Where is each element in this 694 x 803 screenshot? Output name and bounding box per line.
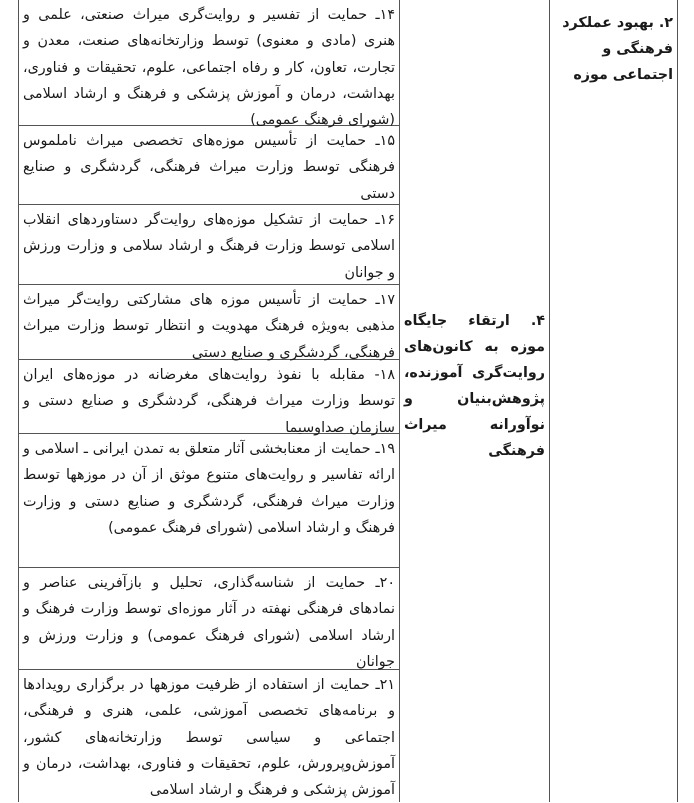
action-category-cell: ۴. ارتقاء جایگاه موزه به کانون‌های روایت‌گری آموزنده، پژوهش‌بنیان و نوآورانه میراث فرهنگی [404,313,545,459]
table-row [19,205,399,285]
table-column-divider [549,0,550,802]
table-row [19,360,399,434]
table-row [19,285,399,360]
row-text: ۱۶ـ حمایت از تشکیل موزه‌های روایت‌گر دستاوردهای انقلاب اسلامی توسط وزارت فرهنگ و ارشاد سلامی و وزارت ورزش و جوانان [23,212,395,281]
row-text: ۱۵ـ حمایت از تأسیس موزه‌های تخصصی میراث ناملموس فرهنگی توسط وزارت میراث فرهنگی، گردشگری و صنایع دستی [23,133,395,202]
row-text: ۱۸- مقابله با نفوذ روایت‌های مغرضانه در موزه‌های ایران توسط وزارت میراث فرهنگی، گردشگری و صنایع دستی و سازمان صداوسیما [23,367,395,436]
table-row [19,0,399,129]
row-text: ۲۱ـ حمایت از استفاده از ظرفیت موزهها در برگزاری رویدادها و برنامه‌های تخصصی آموزشی، علمی، هنری و فرهنگی، اجتماعی و سیاسی توسط وزارتخانه‌های کشور، آموزش‌وپرورش، علوم، تحقیقات و فناوری، بهداشت، درمان و آموزش پزشکی و فرهنگ و ارشاد اسلامی [23,677,395,799]
row-text: ۲۰ـ حمایت از شناسه‌گذاری، تحلیل و بازآفرینی عناصر و نمادهای فرهنگی نهفته در آثار موزه‌ای توسط وزارت فرهنگ و ارشاد اسلامی (شورای فرهنگ عمومی) و وزارت ورزش و جوانان [23,575,395,670]
row-text: ۱۹ـ حمایت از معنابخشی آثار متعلق به تمدن ایرانی ـ اسلامی و ارائه تفاسیر و روایت‌های متنوع موثق از آن در موزهها توسط وزارت میراث فرهنگی، گردشگری و صنایع دستی و وزارت فرهنگ و ارشاد اسلامی (شورای فرهنگ عمومی) [23,441,395,536]
table-row [19,434,399,568]
row-text: ۱۴ـ حمایت از تفسیر و روایت‌گری میراث صنعتی، علمی و هنری (مادی و معنوی) توسط وزارتخانه‌های صنعت، معدن و تجارت، تعاون، کار و رفاه اجتماعی، علوم، تحقیقات و فناوری، بهداشت، درمان و آموزش پزشکی و فرهنگ و ارشاد اسلامی (شورای فرهنگ عمومی) [23,7,395,129]
table-row [19,670,399,802]
table-border-right [677,0,678,802]
table-row [19,568,399,670]
table-row [19,126,399,205]
goal-category-cell: ۲. بهبود عملکرد فرهنگی و اجتماعی موزه [562,15,673,83]
row-text: ۱۷ـ حمایت از تأسیس موزه های مشارکتی روایت‌گر میراث مذهبی به‌ویژه فرهنگ مهدویت و انتظار توسط وزارت میراث فرهنگی، گردشگری و صنایع دستی [23,292,395,361]
